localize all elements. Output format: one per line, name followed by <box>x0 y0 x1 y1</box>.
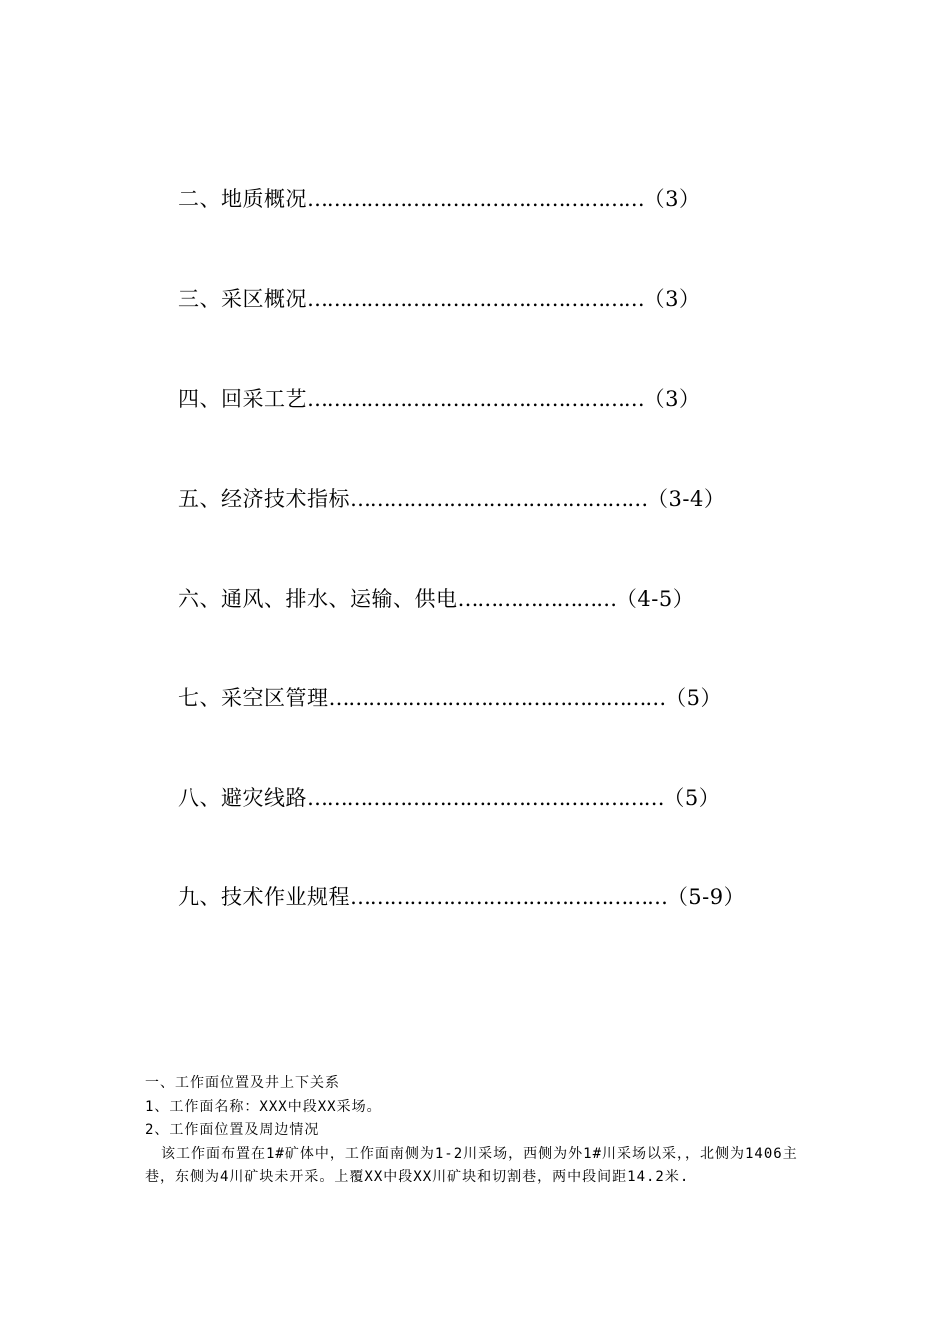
list-item: 1、工作面名称：XXX中段XX采场。 <box>145 1098 382 1115</box>
toc-entry-title: 八、避灾线路 <box>178 786 307 810</box>
toc-entry[interactable] <box>178 885 745 909</box>
toc-leader-dots: …………………… <box>457 587 616 611</box>
toc-entry[interactable] <box>178 587 694 611</box>
toc-entry[interactable] <box>178 187 700 211</box>
toc-entry[interactable] <box>178 287 700 311</box>
toc-leader-dots: ……………………………………………… <box>307 786 664 810</box>
toc-entry-title: 六、通风、排水、运输、供电 <box>178 587 458 611</box>
toc-entry[interactable] <box>178 786 720 810</box>
toc-page-number: （5） <box>665 686 722 710</box>
list-item: 2、工作面位置及周边情况 <box>145 1122 320 1138</box>
section-heading: 一、工作面位置及井上下关系 <box>145 1075 340 1091</box>
toc-entry[interactable] <box>178 686 722 710</box>
toc-page-number: （4-5） <box>615 587 695 611</box>
toc-page-number: （3） <box>643 187 701 211</box>
toc-page-number: （3） <box>643 287 701 311</box>
toc-leader-dots: ………………………………………… <box>350 885 667 909</box>
body-paragraph: 该工作面布置在1#矿体中，工作面南侧为1-2川采场，西侧为外1#川采场以采，，北侧为1406主巷，东侧为4川矿块未开采。上覆XX中段XX川矿块和切割巷，两中段间距14.2米. <box>145 1145 798 1185</box>
toc-entry-title: 五、经济技术指标 <box>178 487 350 511</box>
toc-entry-title: 九、技术作业规程 <box>178 885 350 909</box>
section-body <box>145 1072 813 1190</box>
toc-entry-title: 三、采区概况 <box>178 287 307 311</box>
toc-leader-dots: …………………………………………… <box>307 187 644 211</box>
toc-page-number: （5-9） <box>666 885 746 909</box>
toc-leader-dots: …………………………………………… <box>328 686 666 710</box>
toc-entry-title: 七、采空区管理 <box>178 686 329 710</box>
toc-page-number: （5） <box>663 786 721 810</box>
toc-entry[interactable] <box>178 387 700 411</box>
toc-entry[interactable] <box>178 487 725 511</box>
toc-page-number: （3） <box>643 387 701 411</box>
toc-leader-dots: …………………………………………… <box>307 387 644 411</box>
toc-page-number: （3-4） <box>647 487 726 511</box>
toc-entry-title: 二、地质概况 <box>178 187 307 211</box>
toc-entry-title: 四、回采工艺 <box>178 387 307 411</box>
toc-leader-dots: …………………………………………… <box>307 287 644 311</box>
toc-leader-dots: ……………………………………… <box>350 487 648 511</box>
